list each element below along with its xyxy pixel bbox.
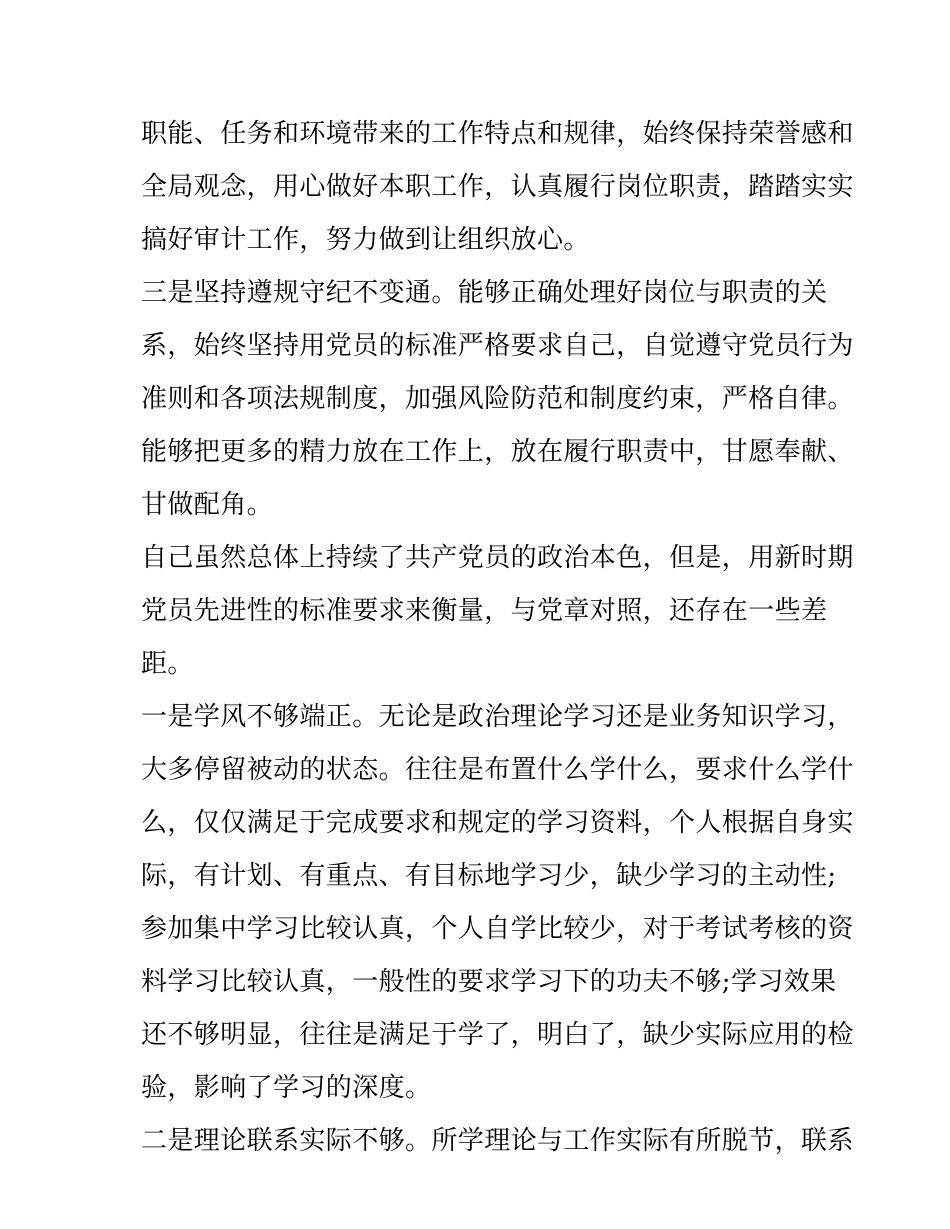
text-line: 距。 bbox=[141, 649, 194, 679]
text-line: 参加集中学习比较认真，个人自学比较少，对于考试考核的资 bbox=[141, 914, 854, 944]
document-body bbox=[141, 108, 854, 1168]
text-line: 能够把更多的精力放在工作上，放在履行职责中，甘愿奉献、 bbox=[141, 437, 854, 467]
text-line: 甘做配角。 bbox=[141, 490, 274, 520]
text-line: 自己虽然总体上持续了共产党员的政治本色，但是，用新时期 bbox=[141, 543, 854, 573]
text-line: 党员先进性的标准要求来衡量，与党章对照，还存在一些差 bbox=[141, 596, 828, 626]
text-line: 三是坚持遵规守纪不变通。能够正确处理好岗位与职责的关 bbox=[141, 278, 828, 308]
text-line: 验，影响了学习的深度。 bbox=[141, 1073, 432, 1103]
text-line: 一是学风不够端正。无论是政治理论学习还是业务知识学习， bbox=[141, 702, 854, 732]
text-line: 搞好审计工作，努力做到让组织放心。 bbox=[141, 225, 590, 255]
text-line: 大多停留被动的状态。往往是布置什么学什么，要求什么学什 bbox=[141, 755, 854, 785]
text-line: 还不够明显，往往是满足于学了，明白了，缺少实际应用的检 bbox=[141, 1020, 854, 1050]
text-line: 系，始终坚持用党员的标准严格要求自己，自觉遵守党员行为 bbox=[141, 331, 854, 361]
text-line: 二是理论联系实际不够。所学理论与工作实际有所脱节，联系 bbox=[141, 1126, 854, 1156]
text-line: 际，有计划、有重点、有目标地学习少，缺少学习的主动性; bbox=[141, 861, 837, 891]
text-line: 职能、任务和环境带来的工作特点和规律，始终保持荣誉感和 bbox=[141, 119, 854, 149]
text-line: 么，仅仅满足于完成要求和规定的学习资料，个人根据自身实 bbox=[141, 808, 854, 838]
text-line: 准则和各项法规制度，加强风险防范和制度约束，严格自律。 bbox=[141, 384, 854, 414]
text-line: 全局观念，用心做好本职工作，认真履行岗位职责，踏踏实实 bbox=[141, 172, 854, 202]
text-line: 料学习比较认真，一般性的要求学习下的功夫不够;学习效果 bbox=[141, 967, 837, 997]
